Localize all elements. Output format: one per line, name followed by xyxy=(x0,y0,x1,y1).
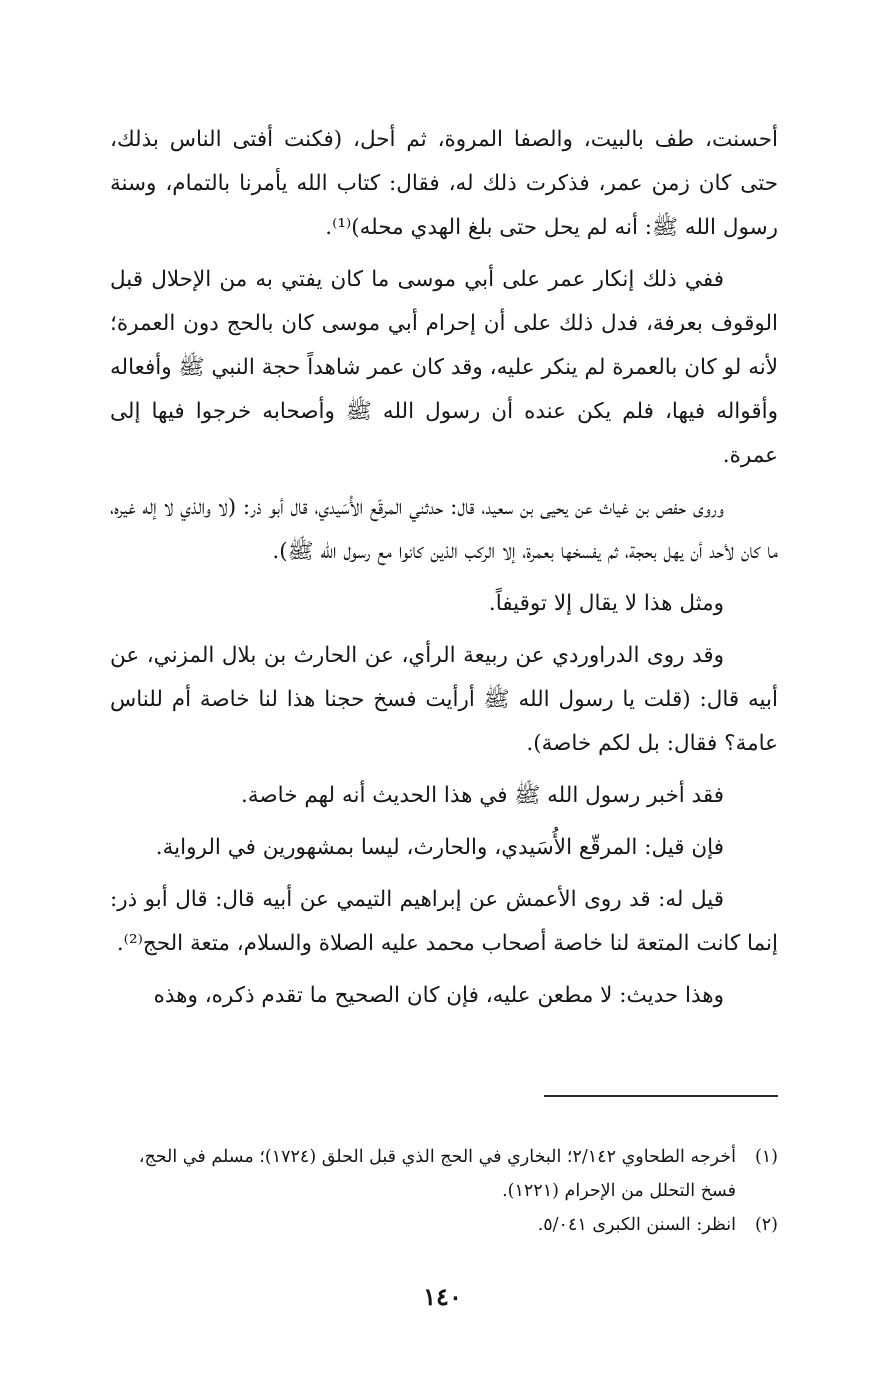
paragraph: وقد روى الدراوردي عن ربيعة الرأي، عن الحارث بن بلال المزني، عن أبيه قال: (قلت يا رسول الله ﷺ أرأيت فسخ حجنا هذا لنا خاصة أم للناس عامة؟ فقال: بل لكم خاصة). xyxy=(110,643,778,756)
footnote-number: (١) xyxy=(754,1147,778,1167)
paragraph: وهذا حديث: لا مطعن عليه، فإن كان الصحيح ما تقدم ذكره، وهذه xyxy=(153,983,724,1008)
footnote-divider xyxy=(544,1095,778,1097)
paragraph: فقد أخبر رسول الله ﷺ في هذا الحديث أنه لهم خاصة. xyxy=(241,783,724,808)
footnote xyxy=(110,1140,778,1208)
paragraph: ففي ذلك إنكار عمر على أبي موسى ما كان يفتي به من الإحلال قبل الوقوف بعرفة، فدل ذلك على أن إحرام أبي موسى كان بالحج دون العمرة؛ لأنه لو كان بالعمرة لم ينكر عليه، وقد كان عمر شاهداً حجة النبي ﷺ وأفعاله وأقواله فيها، فلم يكن عنده أن رسول الله ﷺ وأصحابه خرجوا فيها إلى عمرة. xyxy=(110,267,778,468)
footnote xyxy=(110,1208,778,1242)
paragraph: قيل له: قد روى الأعمش عن إبراهيم التيمي عن أبيه قال: قال أبو ذر: إنما كانت المتعة لنا خاصة أصحاب محمد عليه الصلاة والسلام، متعة الحج⁽²⁾. xyxy=(110,887,778,956)
footnote-number: (٢) xyxy=(754,1215,778,1235)
footnotes xyxy=(110,1140,778,1242)
paragraph: ومثل هذا لا يقال إلا توقيفاً. xyxy=(488,591,724,616)
main-text xyxy=(110,118,778,1018)
paragraph: فإن قيل: المرقّع الأُسَيدي، والحارث، ليسا بمشهورين في الرواية. xyxy=(155,835,724,860)
footnote-text: أخرجه الطحاوي ٢/١٤٢؛ البخاري في الحج الذي قبل الحلق (١٧٢٤)؛ مسلم في الحج، فسخ التحلل من الإحرام (١٢٢١). xyxy=(138,1147,736,1201)
paragraph: وروى حفص بن غياث عن يحيى بن سعيد، قال: حدثني المرقّع الأُسَيدي، قال أبو ذر: (لا والذي لا إله غيره، ما كان لأحد أن يهل بحجة، ثم يفسخها بعمرة، إلا الركب الذين كانوا مع رسول الله ﷺ). xyxy=(110,495,778,564)
page-number: ١٤٠ xyxy=(423,1282,462,1311)
paragraph: أحسنت، طف بالبيت، والصفا المروة، ثم أحل، (فكنت أفتى الناس بذلك، حتى كان زمن عمر، فذكرت ذلك له، فقال: كتاب الله يأمرنا بالتمام، وسنة رسول الله ﷺ: أنه لم يحل حتى بلغ الهدي محله)⁽¹⁾. xyxy=(110,127,778,240)
footnote-text: انظر: السنن الكبرى ٥/٠٤١. xyxy=(537,1215,736,1235)
